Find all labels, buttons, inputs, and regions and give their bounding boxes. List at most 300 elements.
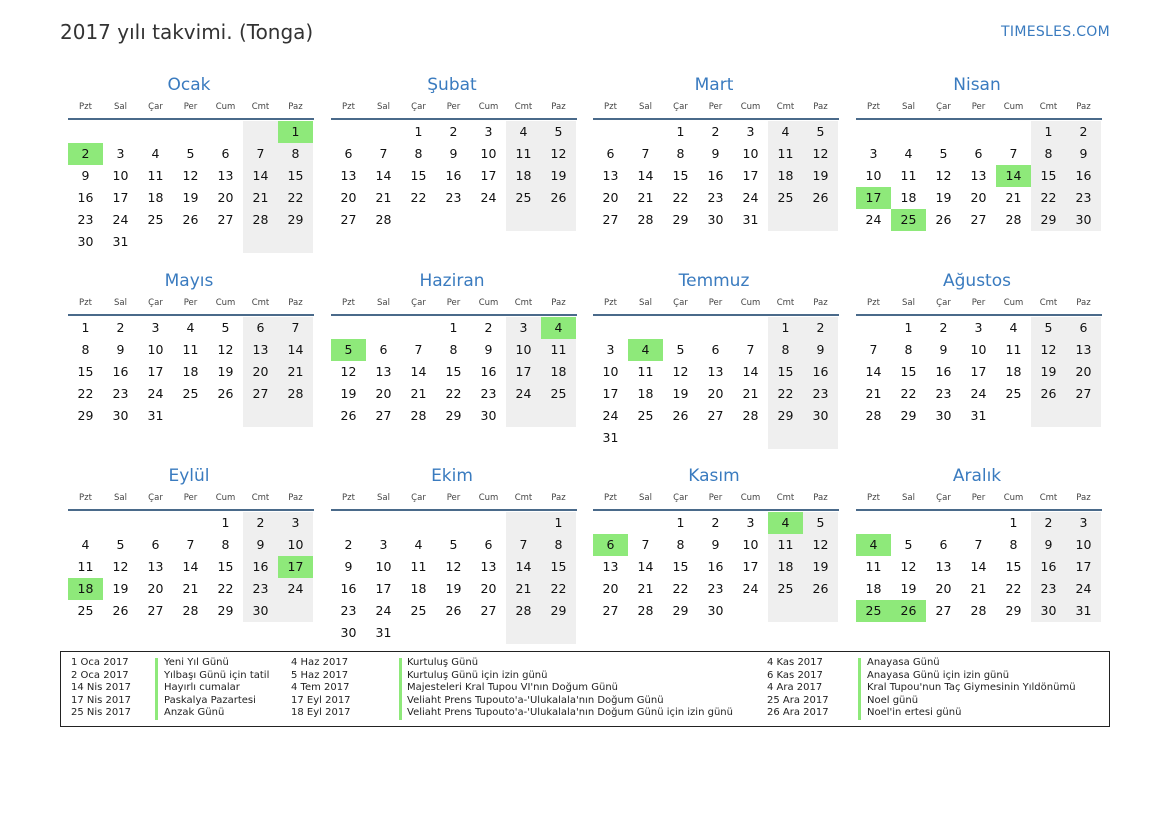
day-grid bbox=[856, 121, 1102, 231]
day-cell: 25 bbox=[77, 603, 94, 618]
day-cell: 20 bbox=[340, 190, 357, 205]
day-cell: 5 bbox=[116, 537, 125, 552]
weekday-label: Cum bbox=[215, 298, 236, 308]
day-cell: 27 bbox=[970, 212, 987, 227]
day-cell: 5 bbox=[939, 146, 948, 161]
day-cell: 9 bbox=[484, 342, 493, 357]
day-cell: 15 bbox=[77, 364, 94, 379]
month-block bbox=[331, 465, 577, 644]
day-cell: 13 bbox=[1066, 339, 1101, 361]
empty-cell bbox=[1031, 405, 1066, 427]
day-cell: 17 bbox=[480, 168, 497, 183]
day-cell: 31 bbox=[1066, 600, 1101, 622]
day-cell: 2 bbox=[711, 124, 720, 139]
month-name: Ağustos bbox=[943, 271, 1011, 291]
day-cell: 30 bbox=[112, 408, 129, 423]
day-cell: 21 bbox=[278, 361, 313, 383]
weekday-label: Çar bbox=[411, 493, 426, 503]
day-cell: 3 bbox=[116, 146, 125, 161]
weekday-label: Çar bbox=[936, 102, 951, 112]
holiday-legend bbox=[60, 651, 1110, 727]
month-block bbox=[331, 270, 577, 427]
day-grid bbox=[331, 121, 577, 231]
weekday-header-row bbox=[68, 96, 314, 118]
weekday-label: Cum bbox=[740, 493, 761, 503]
day-cell: 10 bbox=[865, 168, 882, 183]
day-cell: 26 bbox=[803, 187, 838, 209]
day-cell: 24 bbox=[970, 386, 987, 401]
day-cell: 20 bbox=[217, 190, 234, 205]
day-cell: 13 bbox=[217, 168, 234, 183]
legend-holiday: Yılbaşı Günü için tatil bbox=[164, 669, 270, 681]
weekday-label: Cmt bbox=[776, 298, 795, 308]
header-divider bbox=[856, 509, 1102, 511]
day-grid bbox=[593, 121, 839, 231]
weekday-label: Per bbox=[971, 493, 986, 503]
day-cell: 6 bbox=[344, 146, 353, 161]
day-cell: 18 bbox=[1005, 364, 1022, 379]
day-cell: 27 bbox=[707, 408, 724, 423]
day-cell: 23 bbox=[243, 578, 278, 600]
empty-cell bbox=[366, 317, 401, 339]
legend-date: 17 Eyl 2017 bbox=[291, 694, 351, 706]
empty-cell bbox=[803, 427, 838, 449]
day-cell: 16 bbox=[112, 364, 129, 379]
weekday-label: Pzt bbox=[342, 298, 355, 308]
empty-cell bbox=[471, 622, 506, 644]
day-cell: 11 bbox=[77, 559, 94, 574]
day-cell: 12 bbox=[935, 168, 952, 183]
weekday-label: Cmt bbox=[251, 493, 270, 503]
legend-color-bar bbox=[858, 658, 861, 720]
day-cell: 11 bbox=[506, 143, 541, 165]
holiday-day-cell: 17 bbox=[278, 556, 313, 578]
day-cell: 27 bbox=[243, 383, 278, 405]
month-name: Kasım bbox=[688, 466, 740, 486]
day-cell: 20 bbox=[602, 190, 619, 205]
day-grid bbox=[593, 317, 839, 449]
day-cell: 18 bbox=[506, 165, 541, 187]
day-cell: 12 bbox=[541, 143, 576, 165]
weekday-label: Sal bbox=[902, 298, 915, 308]
day-cell: 14 bbox=[865, 364, 882, 379]
day-cell: 6 bbox=[711, 342, 720, 357]
legend-date: 18 Eyl 2017 bbox=[291, 707, 351, 719]
day-cell: 7 bbox=[869, 342, 878, 357]
day-cell: 30 bbox=[77, 234, 94, 249]
weekday-label: Paz bbox=[813, 102, 828, 112]
day-cell: 6 bbox=[606, 146, 615, 161]
day-cell: 9 bbox=[939, 342, 948, 357]
day-cell: 19 bbox=[112, 581, 129, 596]
day-cell: 1 bbox=[676, 124, 685, 139]
day-cell: 23 bbox=[77, 212, 94, 227]
weekday-label: Paz bbox=[1076, 102, 1091, 112]
empty-cell bbox=[331, 317, 366, 339]
weekday-label: Pzt bbox=[79, 493, 92, 503]
weekday-label: Per bbox=[971, 102, 986, 112]
weekday-header-row bbox=[856, 487, 1102, 509]
day-cell: 11 bbox=[1005, 342, 1022, 357]
day-cell: 8 bbox=[541, 534, 576, 556]
weekday-label: Pzt bbox=[342, 102, 355, 112]
empty-cell bbox=[733, 427, 768, 449]
holiday-day-cell: 25 bbox=[856, 600, 891, 622]
day-cell: 3 bbox=[379, 537, 388, 552]
weekday-header-row bbox=[593, 292, 839, 314]
day-cell: 12 bbox=[445, 559, 462, 574]
day-cell: 19 bbox=[1031, 361, 1066, 383]
legend-holiday: Noel'in ertesi günü bbox=[867, 707, 962, 719]
day-cell: 6 bbox=[939, 537, 948, 552]
weekday-label: Per bbox=[446, 298, 461, 308]
weekday-label: Sal bbox=[902, 102, 915, 112]
month-block bbox=[856, 74, 1102, 231]
day-cell: 8 bbox=[449, 342, 458, 357]
day-cell: 7 bbox=[974, 537, 983, 552]
day-cell: 9 bbox=[711, 537, 720, 552]
day-cell: 16 bbox=[340, 581, 357, 596]
day-cell: 24 bbox=[278, 578, 313, 600]
month-block bbox=[856, 270, 1102, 427]
day-cell: 10 bbox=[375, 559, 392, 574]
day-grid bbox=[856, 317, 1102, 427]
empty-cell bbox=[996, 121, 1031, 143]
weekday-label: Paz bbox=[288, 102, 303, 112]
day-cell: 25 bbox=[768, 578, 803, 600]
day-cell: 27 bbox=[375, 408, 392, 423]
day-grid bbox=[68, 317, 314, 427]
day-cell: 27 bbox=[217, 212, 234, 227]
empty-cell bbox=[856, 512, 891, 534]
month-block bbox=[68, 465, 314, 622]
day-cell: 28 bbox=[506, 600, 541, 622]
day-cell: 6 bbox=[484, 537, 493, 552]
weekday-label: Sal bbox=[902, 493, 915, 503]
day-cell: 3 bbox=[506, 317, 541, 339]
day-cell: 24 bbox=[112, 212, 129, 227]
weekday-header-row bbox=[68, 292, 314, 314]
day-cell: 11 bbox=[768, 534, 803, 556]
month-block bbox=[68, 74, 314, 253]
day-cell: 15 bbox=[217, 559, 234, 574]
legend-holiday: Paskalya Pazartesi bbox=[164, 694, 256, 706]
weekday-label: Pzt bbox=[604, 493, 617, 503]
legend-holiday: Hayırlı cumalar bbox=[164, 682, 240, 694]
day-cell: 21 bbox=[375, 190, 392, 205]
day-cell: 4 bbox=[904, 146, 913, 161]
day-cell: 21 bbox=[970, 581, 987, 596]
day-cell: 21 bbox=[1005, 190, 1022, 205]
day-cell: 2 bbox=[1031, 512, 1066, 534]
weekday-label: Paz bbox=[551, 298, 566, 308]
site-link[interactable]: TIMESLES.COM bbox=[1001, 24, 1110, 40]
day-cell: 13 bbox=[707, 364, 724, 379]
day-cell: 28 bbox=[865, 408, 882, 423]
month-name: Haziran bbox=[419, 271, 485, 291]
empty-cell bbox=[243, 231, 278, 253]
day-cell: 13 bbox=[935, 559, 952, 574]
month-name: Nisan bbox=[953, 75, 1001, 95]
legend-holiday: Anzak Günü bbox=[164, 707, 225, 719]
day-cell: 7 bbox=[186, 537, 195, 552]
day-grid bbox=[68, 512, 314, 622]
weekday-header-row bbox=[856, 292, 1102, 314]
legend-holiday: Veliaht Prens Tupouto'a-'Ulukalala'nın Doğum Günü bbox=[407, 694, 664, 706]
day-cell: 23 bbox=[445, 190, 462, 205]
day-cell: 11 bbox=[865, 559, 882, 574]
empty-cell bbox=[768, 427, 803, 449]
day-cell: 19 bbox=[803, 165, 838, 187]
month-name: Mayıs bbox=[164, 271, 214, 291]
day-grid bbox=[68, 121, 314, 253]
day-cell: 28 bbox=[637, 603, 654, 618]
legend-names-2 bbox=[407, 657, 733, 720]
day-cell: 24 bbox=[480, 190, 497, 205]
day-cell: 1 bbox=[221, 515, 230, 530]
weekday-label: Sal bbox=[639, 493, 652, 503]
day-cell: 23 bbox=[1066, 187, 1101, 209]
day-cell: 26 bbox=[445, 603, 462, 618]
day-cell: 17 bbox=[147, 364, 164, 379]
day-cell: 6 bbox=[221, 146, 230, 161]
holiday-day-cell: 14 bbox=[996, 165, 1031, 187]
empty-cell bbox=[436, 622, 471, 644]
day-cell: 11 bbox=[637, 364, 654, 379]
day-cell: 19 bbox=[672, 386, 689, 401]
empty-cell bbox=[366, 121, 401, 143]
day-cell: 9 bbox=[116, 342, 125, 357]
day-cell: 24 bbox=[865, 212, 882, 227]
day-cell: 17 bbox=[602, 386, 619, 401]
month-name: Aralık bbox=[952, 466, 1002, 486]
weekday-label: Cum bbox=[478, 493, 499, 503]
weekday-label: Çar bbox=[673, 493, 688, 503]
day-cell: 21 bbox=[865, 386, 882, 401]
day-cell: 27 bbox=[935, 603, 952, 618]
empty-cell bbox=[856, 121, 891, 143]
empty-cell bbox=[173, 231, 208, 253]
weekday-label: Sal bbox=[114, 493, 127, 503]
weekday-label: Sal bbox=[377, 298, 390, 308]
header-divider bbox=[593, 509, 839, 511]
day-cell: 22 bbox=[77, 386, 94, 401]
weekday-header-row bbox=[856, 96, 1102, 118]
day-cell: 28 bbox=[410, 408, 427, 423]
day-cell: 29 bbox=[900, 408, 917, 423]
day-cell: 20 bbox=[707, 386, 724, 401]
day-cell: 28 bbox=[278, 383, 313, 405]
day-cell: 19 bbox=[935, 190, 952, 205]
legend-color-bar bbox=[155, 658, 158, 720]
empty-cell bbox=[733, 317, 768, 339]
day-cell: 22 bbox=[541, 578, 576, 600]
day-cell: 3 bbox=[151, 320, 160, 335]
day-grid bbox=[593, 512, 839, 622]
weekday-label: Sal bbox=[114, 102, 127, 112]
weekday-label: Pzt bbox=[342, 493, 355, 503]
day-cell: 26 bbox=[340, 408, 357, 423]
day-cell: 29 bbox=[278, 209, 313, 231]
day-cell: 14 bbox=[243, 165, 278, 187]
day-cell: 13 bbox=[602, 559, 619, 574]
empty-cell bbox=[593, 512, 628, 534]
weekday-label: Sal bbox=[639, 298, 652, 308]
day-cell: 3 bbox=[484, 124, 493, 139]
day-cell: 21 bbox=[637, 190, 654, 205]
day-grid bbox=[331, 317, 577, 427]
day-cell: 5 bbox=[221, 320, 230, 335]
day-cell: 18 bbox=[182, 364, 199, 379]
day-cell: 28 bbox=[182, 603, 199, 618]
day-cell: 27 bbox=[147, 603, 164, 618]
day-cell: 21 bbox=[506, 578, 541, 600]
holiday-day-cell: 6 bbox=[593, 534, 628, 556]
day-cell: 18 bbox=[865, 581, 882, 596]
empty-cell bbox=[208, 405, 243, 427]
day-cell: 26 bbox=[112, 603, 129, 618]
weekday-header-row bbox=[331, 292, 577, 314]
weekday-label: Çar bbox=[936, 298, 951, 308]
day-cell: 3 bbox=[746, 515, 755, 530]
weekday-label: Cum bbox=[1003, 298, 1024, 308]
day-cell: 2 bbox=[939, 320, 948, 335]
day-cell: 27 bbox=[1066, 383, 1101, 405]
day-cell: 16 bbox=[243, 556, 278, 578]
day-cell: 14 bbox=[637, 559, 654, 574]
empty-cell bbox=[628, 317, 663, 339]
empty-cell bbox=[68, 512, 103, 534]
day-cell: 10 bbox=[602, 364, 619, 379]
weekday-label: Paz bbox=[813, 493, 828, 503]
empty-cell bbox=[506, 209, 541, 231]
day-cell: 23 bbox=[935, 386, 952, 401]
header-divider bbox=[331, 314, 577, 316]
empty-cell bbox=[173, 121, 208, 143]
day-cell: 17 bbox=[742, 168, 759, 183]
holiday-day-cell: 26 bbox=[891, 600, 926, 622]
day-cell: 10 bbox=[742, 146, 759, 161]
day-cell: 25 bbox=[541, 383, 576, 405]
weekday-header-row bbox=[68, 487, 314, 509]
day-cell: 12 bbox=[112, 559, 129, 574]
weekday-label: Per bbox=[708, 102, 723, 112]
day-cell: 19 bbox=[217, 364, 234, 379]
empty-cell bbox=[401, 317, 436, 339]
empty-cell bbox=[733, 600, 768, 622]
day-cell: 30 bbox=[1031, 600, 1066, 622]
day-cell: 2 bbox=[344, 537, 353, 552]
weekday-label: Pzt bbox=[604, 102, 617, 112]
day-cell: 30 bbox=[803, 405, 838, 427]
day-cell: 1 bbox=[449, 320, 458, 335]
day-cell: 23 bbox=[803, 383, 838, 405]
day-cell: 6 bbox=[974, 146, 983, 161]
legend-date: 4 Haz 2017 bbox=[291, 657, 349, 668]
empty-cell bbox=[436, 209, 471, 231]
day-cell: 27 bbox=[602, 212, 619, 227]
day-cell: 31 bbox=[375, 625, 392, 640]
day-cell: 20 bbox=[375, 386, 392, 401]
legend-date: 4 Kas 2017 bbox=[767, 657, 823, 668]
legend-holiday: Anayasa Günü için izin günü bbox=[867, 669, 1010, 681]
day-cell: 15 bbox=[410, 168, 427, 183]
day-cell: 10 bbox=[742, 537, 759, 552]
legend-holiday: Majesteleri Kral Tupou VI'nın Doğum Günü bbox=[407, 682, 618, 694]
day-cell: 1 bbox=[1009, 515, 1018, 530]
empty-cell bbox=[138, 512, 173, 534]
day-cell: 10 bbox=[112, 168, 129, 183]
day-cell: 21 bbox=[410, 386, 427, 401]
day-cell: 19 bbox=[340, 386, 357, 401]
day-cell: 28 bbox=[375, 212, 392, 227]
month-name: Mart bbox=[694, 75, 734, 95]
day-cell: 28 bbox=[742, 408, 759, 423]
holiday-day-cell: 18 bbox=[68, 578, 103, 600]
day-cell: 21 bbox=[742, 386, 759, 401]
day-cell: 17 bbox=[742, 559, 759, 574]
weekday-label: Cmt bbox=[514, 493, 533, 503]
weekday-label: Sal bbox=[377, 493, 390, 503]
empty-cell bbox=[401, 622, 436, 644]
day-cell: 24 bbox=[1066, 578, 1101, 600]
day-cell: 25 bbox=[1005, 386, 1022, 401]
day-cell: 29 bbox=[1005, 603, 1022, 618]
day-cell: 7 bbox=[278, 317, 313, 339]
header-divider bbox=[68, 509, 314, 511]
day-cell: 23 bbox=[707, 190, 724, 205]
day-cell: 27 bbox=[480, 603, 497, 618]
day-cell: 15 bbox=[768, 361, 803, 383]
weekday-label: Per bbox=[183, 298, 198, 308]
day-cell: 7 bbox=[414, 342, 423, 357]
header-divider bbox=[331, 509, 577, 511]
day-cell: 1 bbox=[81, 320, 90, 335]
legend-date: 2 Oca 2017 bbox=[71, 669, 129, 681]
day-cell: 16 bbox=[1031, 556, 1066, 578]
day-cell: 18 bbox=[637, 386, 654, 401]
holiday-day-cell: 17 bbox=[856, 187, 891, 209]
empty-cell bbox=[103, 512, 138, 534]
weekday-label: Çar bbox=[148, 298, 163, 308]
empty-cell bbox=[891, 512, 926, 534]
page-title: 2017 yılı takvimi. (Tonga) bbox=[60, 20, 314, 44]
weekday-label: Per bbox=[446, 102, 461, 112]
day-cell: 3 bbox=[869, 146, 878, 161]
empty-cell bbox=[243, 405, 278, 427]
day-cell: 23 bbox=[707, 581, 724, 596]
empty-cell bbox=[926, 512, 961, 534]
day-cell: 20 bbox=[480, 581, 497, 596]
day-cell: 26 bbox=[1031, 383, 1066, 405]
legend-names-3 bbox=[867, 657, 1076, 720]
header-divider bbox=[68, 314, 314, 316]
legend-date: 1 Oca 2017 bbox=[71, 657, 129, 668]
day-cell: 2 bbox=[1066, 121, 1101, 143]
day-cell: 31 bbox=[742, 212, 759, 227]
day-cell: 6 bbox=[151, 537, 160, 552]
day-cell: 15 bbox=[1031, 165, 1066, 187]
day-cell: 4 bbox=[506, 121, 541, 143]
weekday-label: Cmt bbox=[251, 102, 270, 112]
empty-cell bbox=[803, 209, 838, 231]
day-cell: 9 bbox=[1066, 143, 1101, 165]
day-cell: 16 bbox=[935, 364, 952, 379]
day-cell: 5 bbox=[541, 121, 576, 143]
day-cell: 17 bbox=[970, 364, 987, 379]
day-cell: 13 bbox=[147, 559, 164, 574]
empty-cell bbox=[173, 405, 208, 427]
